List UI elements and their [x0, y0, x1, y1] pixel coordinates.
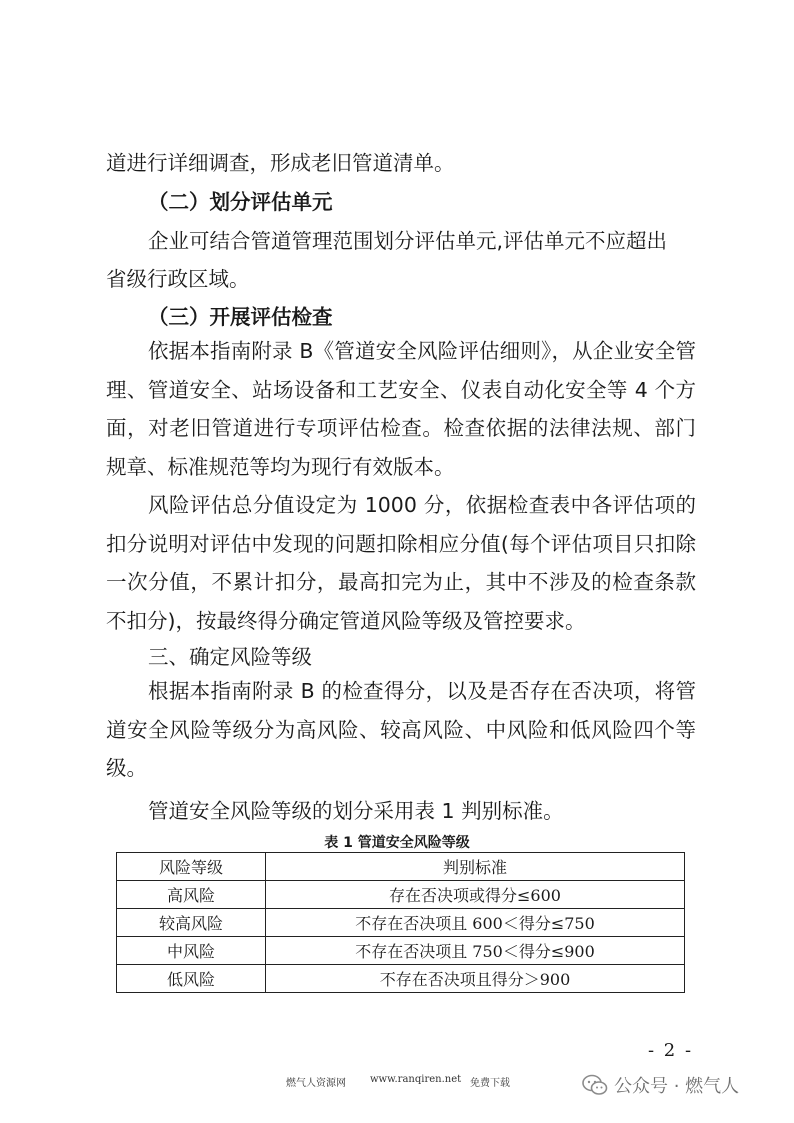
table-row — [117, 937, 685, 965]
table-caption: 表 1 管道安全风险等级 — [324, 835, 470, 851]
footer-site-url: www.ranqiren.net — [370, 1074, 462, 1085]
risk-level-table — [116, 852, 685, 993]
wechat-watermark — [582, 1072, 739, 1098]
heading-inspection: （三）开展评估检查 — [148, 305, 333, 329]
cell-criteria: 存在否决项或得分≤600 — [266, 881, 685, 909]
watermark-text: 公众号 · 燃气人 — [614, 1076, 740, 1097]
cell-level: 高风险 — [117, 881, 266, 909]
paragraph-risk-level: 根据本指南附录 B 的检查得分，以及是否存在否决项，将管道安全风险等级分为高风险、较高风险、中风险和低风险四个等级。 — [106, 679, 696, 780]
heading-risk-level: 三、确定风险等级 — [148, 645, 312, 669]
header-criteria: 判别标准 — [266, 853, 685, 881]
cell-criteria: 不存在否决项且 600＜得分≤750 — [266, 909, 685, 937]
cell-level: 中风险 — [117, 937, 266, 965]
cell-level: 较高风险 — [117, 909, 266, 937]
paragraph-divide-line2: 省级行政区域。 — [106, 267, 250, 291]
heading-divide-units: （二）划分评估单元 — [148, 190, 333, 214]
paragraph-continuation: 道进行详细调查，形成老旧管道清单。 — [106, 151, 455, 175]
paragraph-inspection: 依据本指南附录 B《管道安全风险评估细则》，从企业安全管理、管道安全、站场设备和工艺安全、仪表自动化安全等 4 个方面，对老旧管道进行专项评估检查。检查依据的法律法规、部门规章、标准规范等均为现行有效版本。 — [106, 339, 696, 479]
cell-criteria: 不存在否决项且 750＜得分≤900 — [266, 937, 685, 965]
table-row — [117, 881, 685, 909]
table-row — [117, 965, 685, 993]
cell-level: 低风险 — [117, 965, 266, 993]
wechat-icon — [582, 1074, 608, 1096]
table-row — [117, 909, 685, 937]
cell-criteria: 不存在否决项且得分＞900 — [266, 965, 685, 993]
table-header-row — [117, 853, 685, 881]
paragraph-table-reference: 管道安全风险等级的划分采用表 1 判别标准。 — [148, 799, 564, 823]
paragraph-scoring: 风险评估总分值设定为 1000 分，依据检查表中各评估项的扣分说明对评估中发现的问题扣除相应分值(每个评估项目只扣除一次分值，不累计扣分，最高扣完为止，其中不涉及的检查条款不扣分)，按最终得分确定管道风险等级及管控要求。 — [106, 493, 696, 633]
paragraph-divide-line1: 企业可结合管道管理范围划分评估单元,评估单元不应超出 — [148, 229, 668, 253]
header-risk-level: 风险等级 — [117, 853, 266, 881]
footer-site-name: 燃气人资源网 — [286, 1078, 346, 1089]
page-number: - 2 - — [648, 1040, 694, 1061]
footer-free-download: 免费下载 — [470, 1078, 510, 1089]
